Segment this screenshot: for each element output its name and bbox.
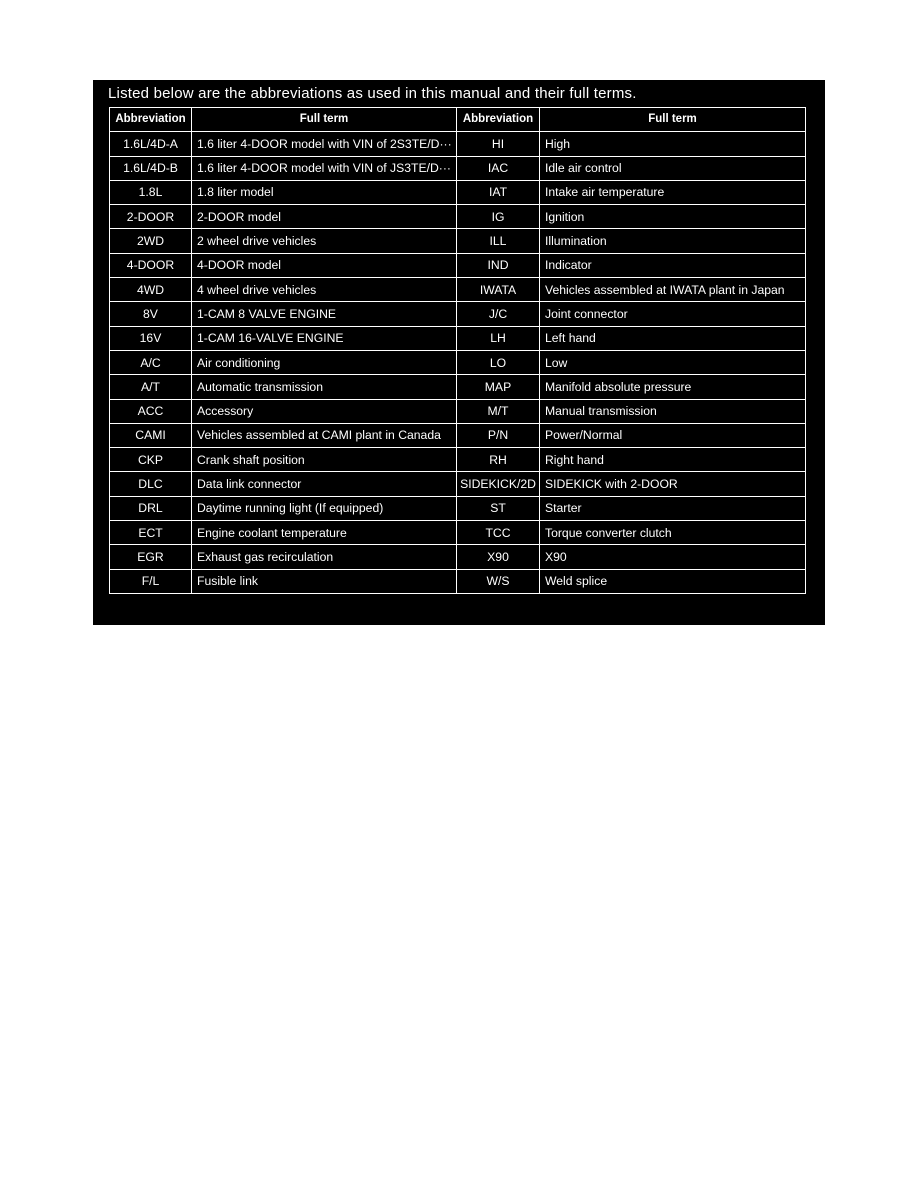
abbreviation-right: ILL [457, 229, 540, 253]
abbreviation-left: 2WD [110, 229, 192, 253]
full-term-right: High [540, 132, 806, 156]
table-row [110, 278, 806, 302]
full-term-left: Automatic transmission [192, 375, 457, 399]
header-abbreviation-left: Abbreviation [110, 108, 192, 132]
table-header-row [110, 108, 806, 132]
full-term-right: Weld splice [540, 569, 806, 593]
full-term-left: 1.6 liter 4-DOOR model with VIN of 2S3TE/D··· [192, 132, 457, 156]
abbreviation-left: A/C [110, 350, 192, 374]
full-term-left: Vehicles assembled at CAMI plant in Canada [192, 423, 457, 447]
full-term-right: Power/Normal [540, 423, 806, 447]
abbreviation-right: RH [457, 448, 540, 472]
full-term-right: Illumination [540, 229, 806, 253]
abbreviation-left: ACC [110, 399, 192, 423]
abbreviation-left: CAMI [110, 423, 192, 447]
abbreviation-right: HI [457, 132, 540, 156]
abbreviation-left: EGR [110, 545, 192, 569]
full-term-right: Indicator [540, 253, 806, 277]
header-full-term-left: Full term [192, 108, 457, 132]
table-row [110, 205, 806, 229]
full-term-right: Left hand [540, 326, 806, 350]
table-row [110, 448, 806, 472]
full-term-left: Exhaust gas recirculation [192, 545, 457, 569]
full-term-left: Accessory [192, 399, 457, 423]
table-row [110, 472, 806, 496]
abbreviation-left: 2-DOOR [110, 205, 192, 229]
full-term-right: Idle air control [540, 156, 806, 180]
abbreviations-table [109, 107, 806, 594]
full-term-left: 2 wheel drive vehicles [192, 229, 457, 253]
full-term-left: 1.6 liter 4-DOOR model with VIN of JS3TE/D··· [192, 156, 457, 180]
abbreviation-right: IND [457, 253, 540, 277]
table-row [110, 399, 806, 423]
abbreviation-left: DRL [110, 496, 192, 520]
full-term-left: 1-CAM 8 VALVE ENGINE [192, 302, 457, 326]
abbreviation-left: 16V [110, 326, 192, 350]
table-row [110, 302, 806, 326]
full-term-right: Torque converter clutch [540, 521, 806, 545]
full-term-left: 4 wheel drive vehicles [192, 278, 457, 302]
table-row [110, 180, 806, 204]
full-term-right: SIDEKICK with 2-DOOR [540, 472, 806, 496]
abbreviation-right: IAT [457, 180, 540, 204]
abbreviation-right: MAP [457, 375, 540, 399]
abbreviation-left: 4WD [110, 278, 192, 302]
table-row [110, 350, 806, 374]
table-row [110, 229, 806, 253]
abbreviation-right: W/S [457, 569, 540, 593]
full-term-right: Joint connector [540, 302, 806, 326]
full-term-left: 2-DOOR model [192, 205, 457, 229]
abbreviation-left: ECT [110, 521, 192, 545]
header-abbreviation-right: Abbreviation [457, 108, 540, 132]
table-row [110, 326, 806, 350]
full-term-left: Air conditioning [192, 350, 457, 374]
table-row [110, 375, 806, 399]
full-term-right: Manifold absolute pressure [540, 375, 806, 399]
abbreviation-right: IWATA [457, 278, 540, 302]
abbreviation-left: 8V [110, 302, 192, 326]
abbreviation-right: M/T [457, 399, 540, 423]
abbreviation-right: X90 [457, 545, 540, 569]
full-term-left: 4-DOOR model [192, 253, 457, 277]
full-term-left: Crank shaft position [192, 448, 457, 472]
full-term-left: 1-CAM 16-VALVE ENGINE [192, 326, 457, 350]
abbreviation-right: LH [457, 326, 540, 350]
full-term-left: Daytime running light (If equipped) [192, 496, 457, 520]
full-term-right: Intake air temperature [540, 180, 806, 204]
caption: Listed below are the abbreviations as used in this manual and their full terms. [108, 85, 637, 102]
full-term-right: Ignition [540, 205, 806, 229]
abbreviation-left: DLC [110, 472, 192, 496]
full-term-right: Manual transmission [540, 399, 806, 423]
abbreviation-left: 1.6L/4D-B [110, 156, 192, 180]
full-term-right: Vehicles assembled at IWATA plant in Japan [540, 278, 806, 302]
full-term-right: X90 [540, 545, 806, 569]
full-term-left: Data link connector [192, 472, 457, 496]
table-row [110, 132, 806, 156]
abbreviation-right: P/N [457, 423, 540, 447]
abbreviation-left: 1.8L [110, 180, 192, 204]
header-full-term-right: Full term [540, 108, 806, 132]
full-term-left: 1.8 liter model [192, 180, 457, 204]
table-row [110, 423, 806, 447]
table-row [110, 156, 806, 180]
table-row [110, 496, 806, 520]
abbreviation-left: 1.6L/4D-A [110, 132, 192, 156]
abbreviation-left: CKP [110, 448, 192, 472]
table-row [110, 569, 806, 593]
abbreviation-right: ST [457, 496, 540, 520]
abbreviation-left: F/L [110, 569, 192, 593]
abbreviation-right: SIDEKICK/2D [457, 472, 540, 496]
full-term-right: Right hand [540, 448, 806, 472]
abbreviation-right: IAC [457, 156, 540, 180]
abbreviation-left: 4-DOOR [110, 253, 192, 277]
abbreviation-right: J/C [457, 302, 540, 326]
abbreviation-right: IG [457, 205, 540, 229]
table-row [110, 521, 806, 545]
abbreviation-right: TCC [457, 521, 540, 545]
table-row [110, 545, 806, 569]
abbreviations-panel [93, 80, 825, 625]
abbreviation-right: LO [457, 350, 540, 374]
full-term-right: Starter [540, 496, 806, 520]
full-term-left: Fusible link [192, 569, 457, 593]
full-term-right: Low [540, 350, 806, 374]
abbreviation-left: A/T [110, 375, 192, 399]
table-row [110, 253, 806, 277]
full-term-left: Engine coolant temperature [192, 521, 457, 545]
